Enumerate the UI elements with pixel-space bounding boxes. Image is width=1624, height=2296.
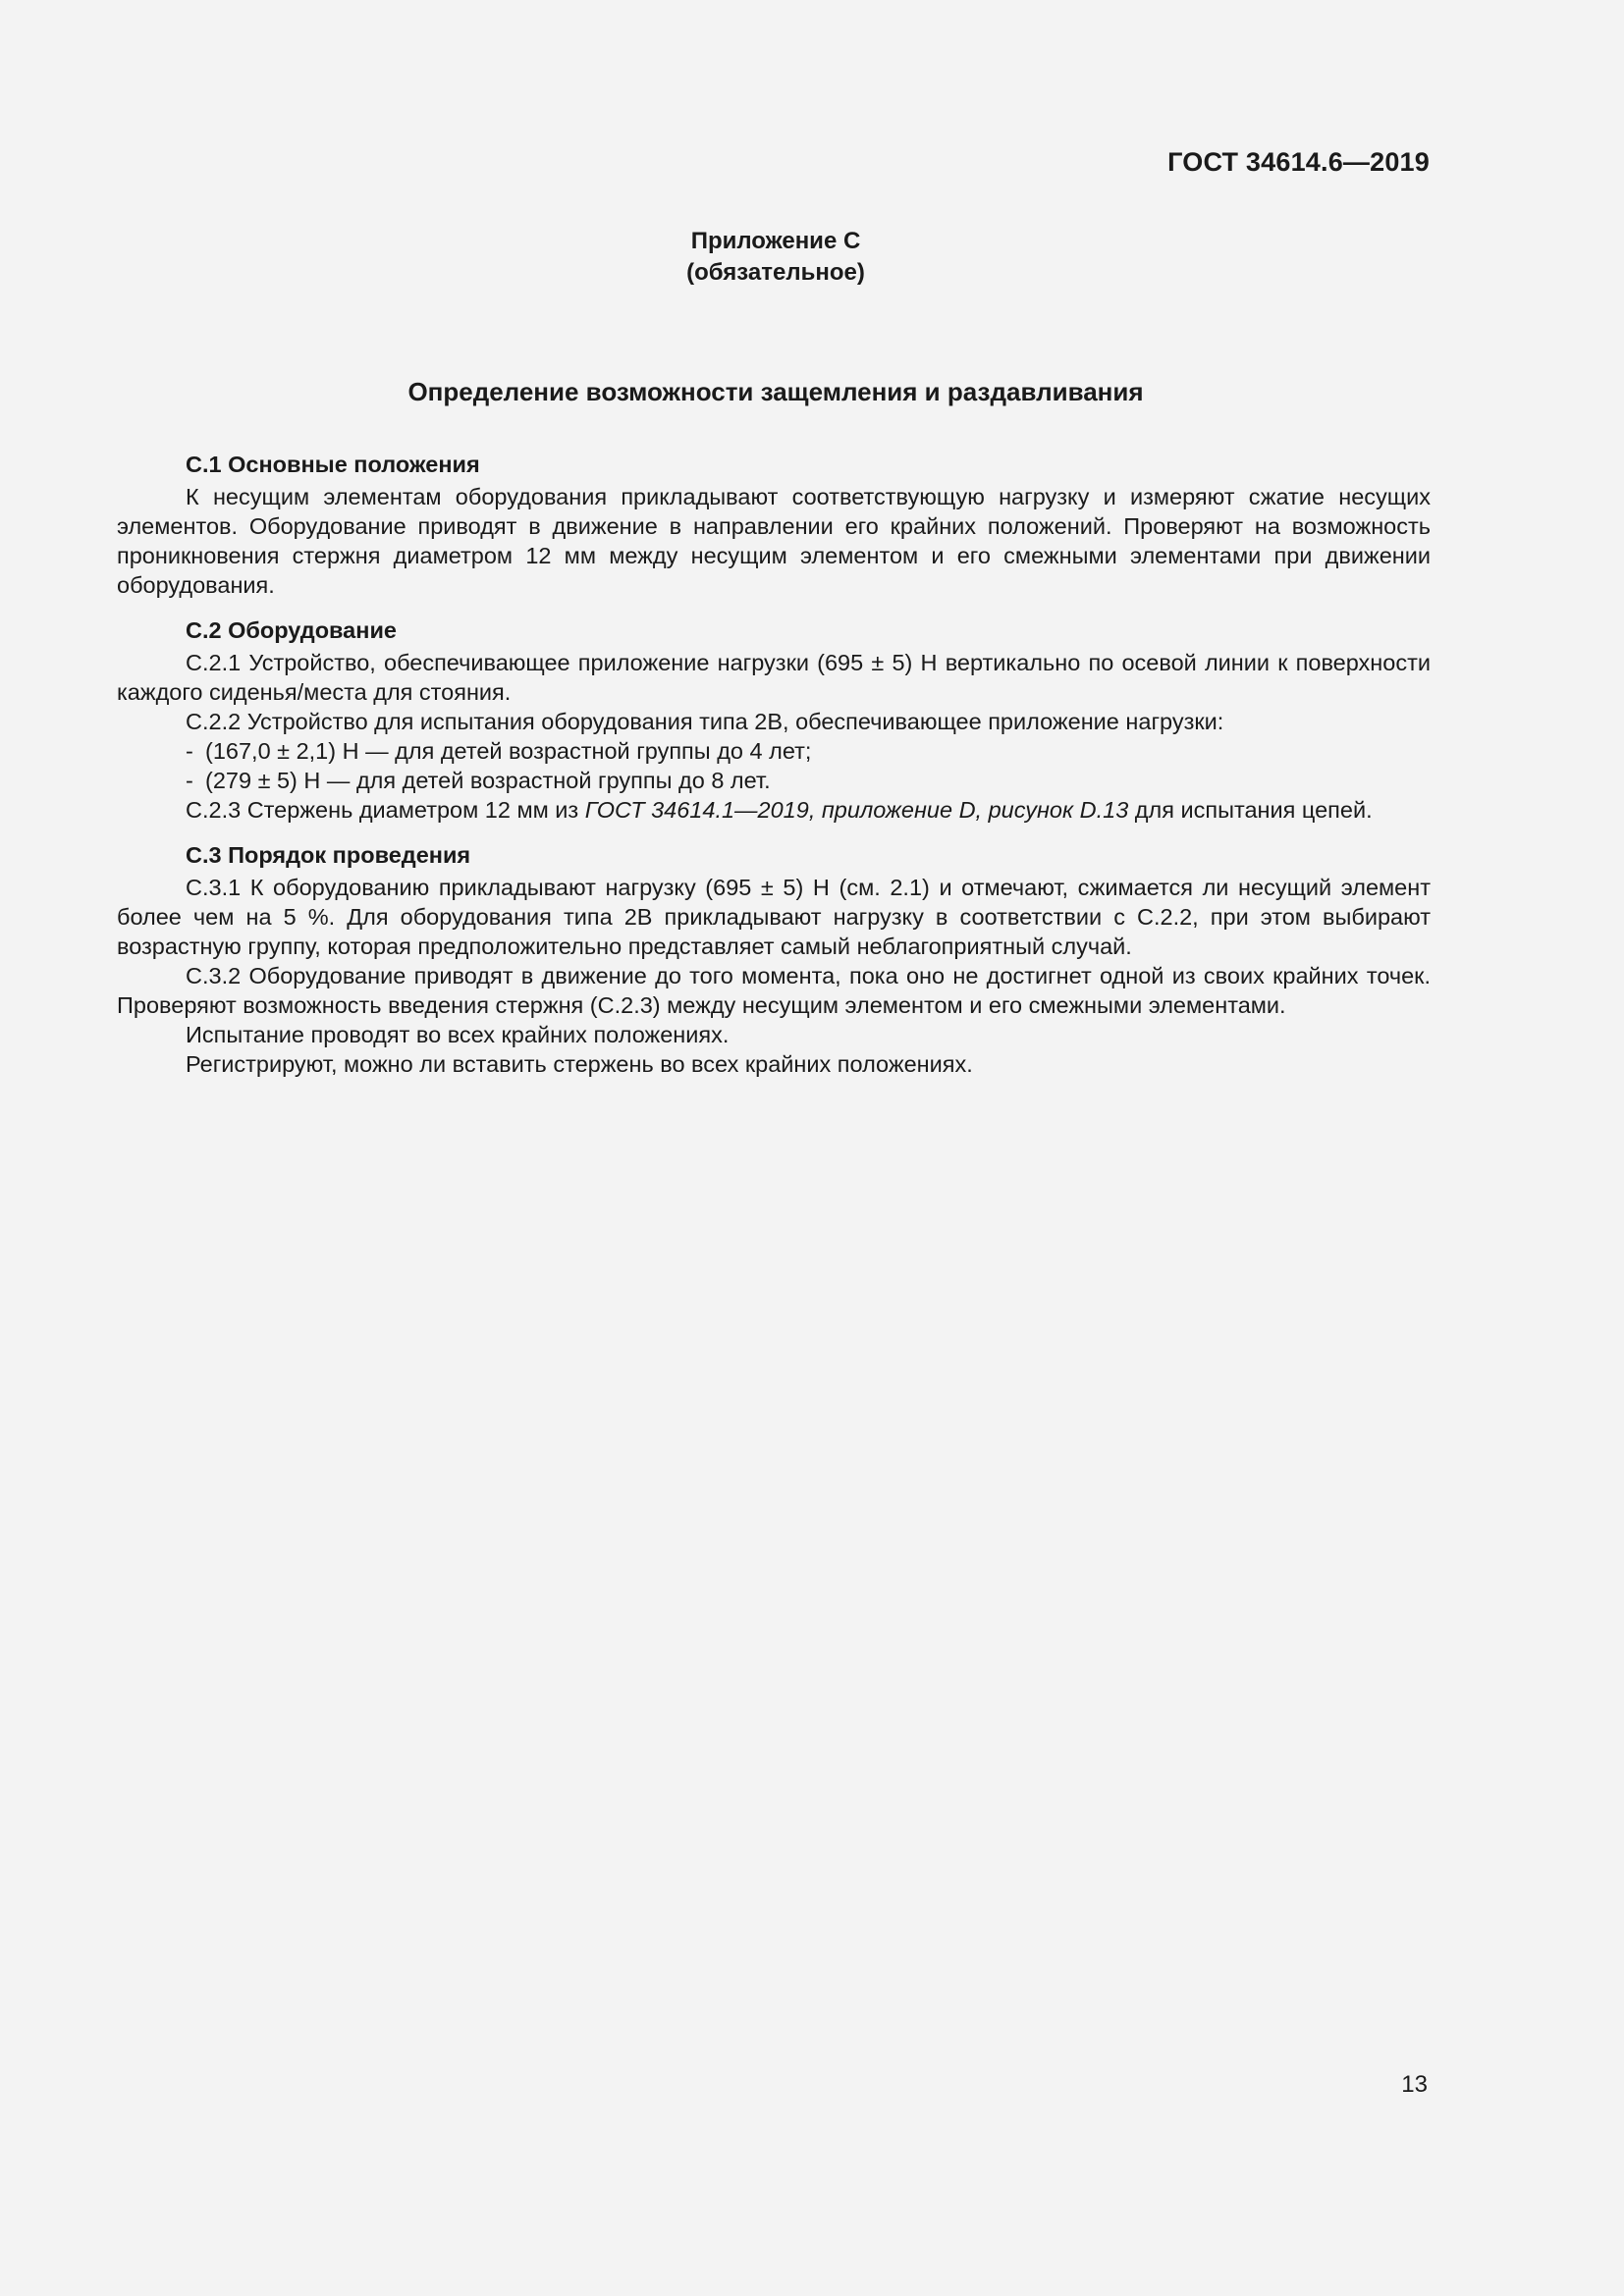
section-heading-c1: С.1 Основные положения xyxy=(186,452,480,477)
section-c2-paragraph-2: С.2.2 Устройство для испытания оборудования типа 2В, обеспечивающее приложение нагрузки: xyxy=(186,709,1224,734)
section-heading-c2: С.2 Оборудование xyxy=(186,617,397,643)
section-c3-paragraph-3: Испытание проводят во всех крайних положениях. xyxy=(186,1022,730,1047)
document-body xyxy=(117,450,1431,1079)
section-c3-paragraph-4: Регистрируют, можно ли вставить стержень во всех крайних положениях. xyxy=(186,1051,973,1077)
page-number: 13 xyxy=(1401,2071,1428,2098)
section-c2-paragraph-3 xyxy=(117,795,1431,825)
annex-label: Приложение C xyxy=(690,228,861,254)
annex-title: Определение возможности защемления и раздавливания xyxy=(407,377,1144,406)
list-item xyxy=(117,766,1431,795)
standard-code: ГОСТ 34614.6—2019 xyxy=(1167,147,1430,177)
section-c3-paragraph-1: С.3.1 К оборудованию прикладывают нагрузку (695 ± 5) Н (см. 2.1) и отмечают, сжимается ли несущий элемент более чем на 5 %. Для оборудования типа 2В прикладывают нагрузку в соответствии с С.2.2, при этом выбирают возрастную группу, которая предположительно представляет самый неблагоприятный случай. xyxy=(117,875,1431,959)
section-c2-paragraph-1: С.2.1 Устройство, обеспечивающее приложение нагрузки (695 ± 5) Н вертикально по осевой линии к поверхности каждого сиденья/места для стояния. xyxy=(117,650,1431,705)
paragraph-text: С.2.3 Стержень диаметром 12 мм из xyxy=(186,797,585,823)
list-dash: - xyxy=(186,738,193,764)
section-heading-c3: С.3 Порядок проведения xyxy=(186,842,471,868)
standard-reference: ГОСТ 34614.1—2019, приложение D, рисунок D.13 xyxy=(584,797,1129,823)
list-item xyxy=(117,736,1431,766)
paragraph-text: для испытания цепей. xyxy=(1128,797,1373,823)
annex-heading xyxy=(0,226,1551,289)
list-dash: - xyxy=(186,768,193,793)
list-item-text: (167,0 ± 2,1) Н — для детей возрастной группы до 4 лет; xyxy=(205,738,812,764)
list-item-text: (279 ± 5) Н — для детей возрастной группы до 8 лет. xyxy=(205,768,771,793)
section-c3-paragraph-2: С.3.2 Оборудование приводят в движение до того момента, пока оно не достигнет одной из своих крайних точек. Проверяют возможность введения стержня (С.2.3) между несущим элементом и его смежными элементами. xyxy=(117,963,1431,1018)
annex-status: (обязательное) xyxy=(686,259,865,286)
section-c1-text: К несущим элементам оборудования прикладывают соответствующую нагрузку и измеряют сжатие несущих элементов. Оборудование приводят в движение в направлении его крайних положений. Проверяют на возможность проникновения стержня диаметром 12 мм между несущим элементом и его смежными элементами при движении оборудования. xyxy=(117,484,1431,598)
